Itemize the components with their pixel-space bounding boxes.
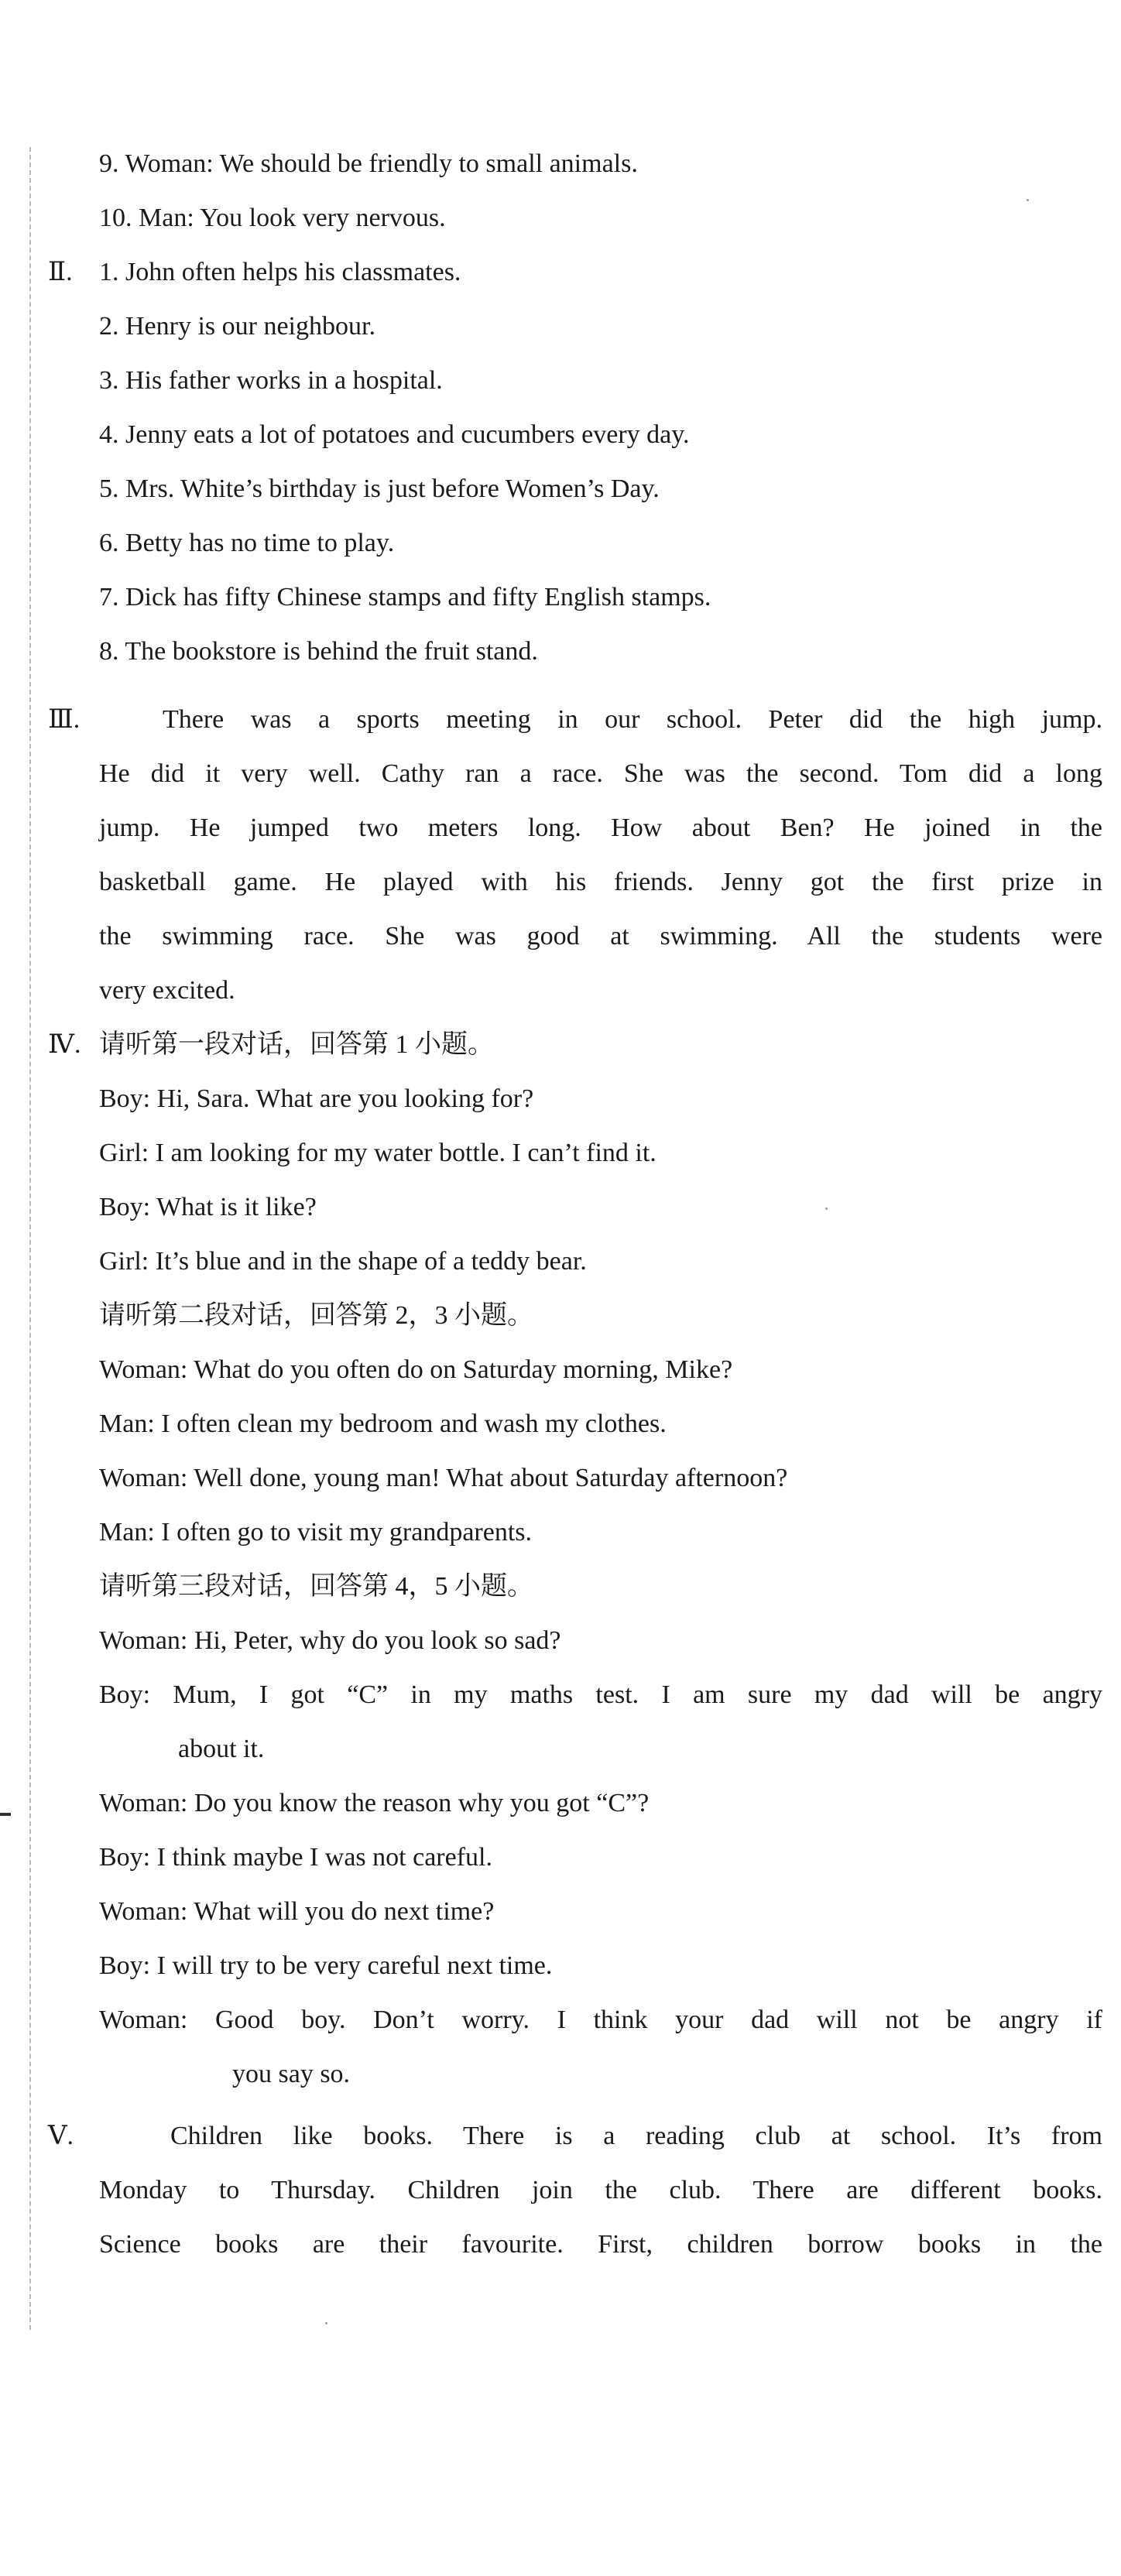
edge-mark — [0, 1813, 11, 1816]
section-2-line: 4. Jenny eats a lot of potatoes and cucumbers every day. — [99, 420, 690, 449]
section-4-line: Woman: Good boy. Don’t worry. I think your dad will not be angry if — [99, 2006, 1102, 2034]
section-5-line: Children like books. There is a reading club at school. It’s from — [170, 2122, 1102, 2150]
section-2-line: 5. Mrs. White’s birthday is just before Women’s Day. — [99, 474, 660, 503]
section-2-line: 7. Dick has fifty Chinese stamps and fifty English stamps. — [99, 583, 711, 611]
section-3-line: very excited. — [99, 976, 235, 1005]
section-3-line: There was a sports meeting in our school. Peter did the high jump. — [163, 705, 1102, 734]
section-5-line: Monday to Thursday. Children join the club. There are different books. — [99, 2176, 1102, 2204]
section-4-line: Woman: What will you do next time? — [99, 1897, 495, 1926]
section-2-numeral: Ⅱ. — [48, 258, 73, 286]
section-4-line: 请听第三段对话，回答第 4，5 小题。 — [99, 1572, 533, 1601]
section-2-line: 2. Henry is our neighbour. — [99, 312, 375, 341]
section-3-numeral: Ⅲ. — [48, 705, 81, 734]
section-5-line: Science books are their favourite. First, children borrow books in the — [99, 2230, 1102, 2259]
section-5-numeral: Ⅴ. — [48, 2122, 74, 2150]
section-4-line: Man: I often go to visit my grandparents. — [99, 1518, 533, 1547]
section-4-line: Boy: I think maybe I was not careful. — [99, 1843, 492, 1872]
section-4-line: Woman: What do you often do on Saturday morning, Mike? — [99, 1355, 733, 1384]
section-3-line: jump. He jumped two meters long. How about Ben? He joined in the — [99, 814, 1102, 842]
section-2-line: 6. Betty has no time to play. — [99, 529, 395, 557]
section-3-line: the swimming race. She was good at swimming. All the students were — [99, 922, 1102, 951]
item-9: 9. Woman: We should be friendly to small animals. — [99, 149, 638, 178]
speck — [325, 2322, 327, 2324]
section-4-line: Woman: Do you know the reason why you got “C”? — [99, 1789, 650, 1817]
section-4-line: Girl: It’s blue and in the shape of a teddy bear. — [99, 1247, 587, 1276]
section-3-line: basketball game. He played with his friends. Jenny got the first prize in — [99, 868, 1102, 896]
section-4-line: 请听第一段对话，回答第 1 小题。 — [99, 1030, 494, 1059]
section-4-line: Boy: What is it like? — [99, 1193, 317, 1221]
section-3-line: He did it very well. Cathy ran a race. She was the second. Tom did a long — [99, 759, 1102, 788]
section-2-line: 8. The bookstore is behind the fruit stand. — [99, 637, 538, 666]
section-4-line: Woman: Hi, Peter, why do you look so sad? — [99, 1626, 561, 1655]
section-2-line: 1. John often helps his classmates. — [99, 258, 461, 286]
section-4-line: Boy: Hi, Sara. What are you looking for? — [99, 1084, 534, 1113]
item-10: 10. Man: You look very nervous. — [99, 204, 446, 232]
section-4-line: Boy: Mum, I got “C” in my maths test. I am sure my dad will be angry — [99, 1680, 1102, 1709]
section-4-line: Woman: Well done, young man! What about Saturday afternoon? — [99, 1464, 788, 1492]
section-4-line: you say so. — [232, 2060, 351, 2088]
margin-rule — [29, 147, 31, 2330]
section-4-line: Girl: I am looking for my water bottle. I can’t find it. — [99, 1139, 656, 1167]
section-4-line: about it. — [178, 1735, 265, 1763]
section-4-line: Boy: I will try to be very careful next time. — [99, 1951, 553, 1980]
section-4-line: Man: I often clean my bedroom and wash my clothes. — [99, 1410, 667, 1438]
section-2-line: 3. His father works in a hospital. — [99, 366, 443, 395]
section-4-numeral: Ⅳ. — [48, 1030, 81, 1059]
section-4-line: 请听第二段对话，回答第 2，3 小题。 — [99, 1301, 533, 1330]
